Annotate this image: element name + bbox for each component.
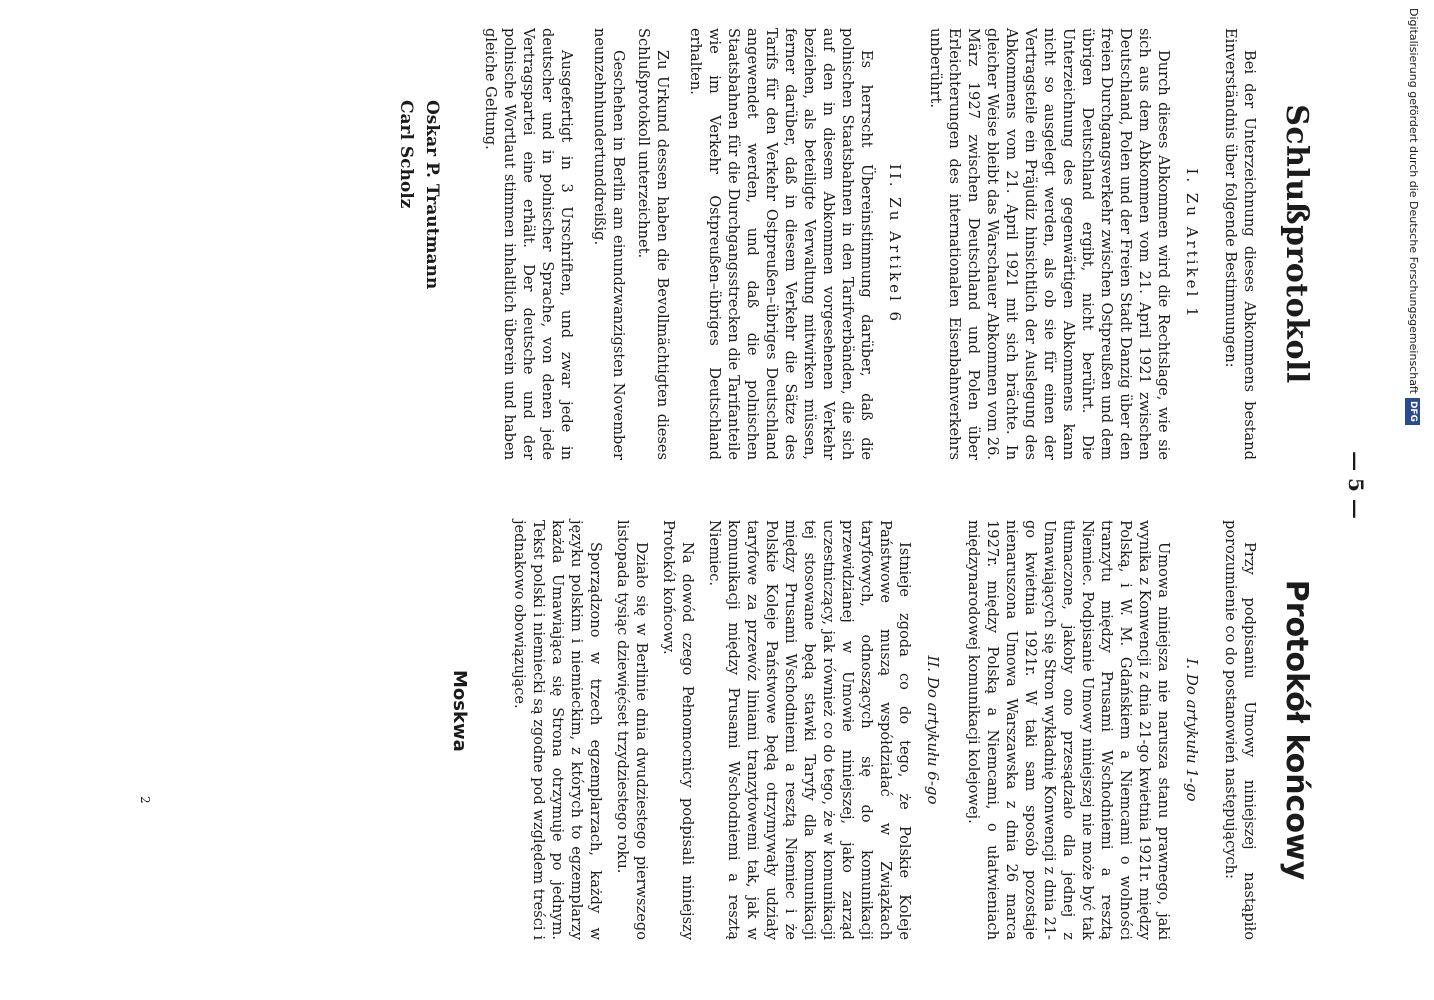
polish-intro: Przy podpisaniu Umowy niniejszej nastąpiło porozumienie co do postanowień następujących: [1222, 520, 1258, 940]
german-closing-3: Ausgefertigt in 3 Urschriften, und zwar jede in deutscher und in polnischer Sprache, von denen jede Vertragspartei eine erhält. Der deutsche und der polnische Wortlaut stimmen inhaltlich überein und haben gleiche Geltung. [482, 28, 575, 460]
german-art6-text: Es herrscht Übereinstimmung darüber, daß die polnischen Staatsbahnen in den Tarifverbänden, die sich auf den in diesem Abkommen vorgesehenen Verkehr beziehen, als beteiligte Verwaltung mitwirken müssen, ferner darüber, daß in diesem Verkehr die Sätze des Tarifs für den Verkehr Ostpreußen–übriges Deutschland angewendet werden, und daß die polnischen Staatsbahnen für die Durchgangsstrecken die Tarifanteile wie im Verkehr Ostpreußen–übriges Deutschland erhalten. [687, 28, 875, 460]
polish-art6-text: Istnieje zgoda co do tego, że Polskie Koleje Państwowe muszą współdziałać w Związkach taryfowych, odnoszących się do komunikacji przewidzianej w Umowie niniejszej, jako zarząd uczestniczący, jak również co do tego, że w komunikacji tej stosowane będą stawki Taryfy dla komunikacji między Prusami Wschodniemi a resztą Niemiec i że Polskie Koleje Państwowe będą otrzymywały udziały taryfowe za przewóz liniami tranzytowemi tak, jak w komunikacji między Prusami Wschodniemi a resztą Niemiec. [706, 520, 913, 940]
polish-art1-text: Umowa niniejsza nie narusza stanu prawnego, jaki wynika z Konwencji z dnia 21-go kwietnia 1921r. między Polską, i W. M. Gdańskiem a Niemcami o wolności tranzytu między Prusami Wschodniemi a resztą Niemiec. Podpisanie Umowy niniejszej nie może być tak tłumaczone, jakoby ono przesądzało dla jednej z Umawiających się Stron wykładnię Konwencji z dnia 21-go kwietnia 1921r. W taki sam sposób pozostaje nienaruszona Umowa Warszawska z dnia 26 marca 1927r. między Polską a Niemcami, o ułatwieniach międzynarodowej komunikacji kolejowej. [965, 520, 1172, 940]
polish-closing-1: Na dowód czego Pełnomocnicy podpisali niniejszy Protokół końcowy. [660, 520, 696, 940]
signature-place: Moskwa [449, 670, 470, 752]
polish-art6-heading: II. Do artykułu 6-go [924, 655, 942, 805]
polish-title: Protokół końcowy [1279, 579, 1314, 881]
german-column [393, 28, 1314, 460]
signatory-1: Oskar P. Trautmann [422, 100, 442, 290]
signatory-2: Carl Scholz [396, 100, 416, 209]
polish-closing-2: Działo się w Berlinie dnia dwudziestego pierwszego listopada tysiąc dziewięćset trzydziestego roku. [614, 520, 650, 940]
digitization-strip [1392, 0, 1434, 1000]
polish-art1-heading: I. Do artykułu 1-go [1183, 658, 1201, 802]
german-art1-text: Durch dieses Abkommen wird die Rechtslage, wie sie sich aus dem Abkommen vom 21. April 1921 zwischen Deutschland, Polen und der Freien Stadt Danzig über den freien Durchgangsverkehr zwischen Ostpreußen und dem übrigen Deutschland ergibt, nicht berührt. Die Unterzeichnung des gegenwärtigen Abkommens kann nicht so ausgelegt werden, als ob sie für einen der Vertragsteile ein Präjudiz hinsichtlich der Auslegung des Abkommens vom 21. April 1921 mit sich brächte. In gleicher Weise bleibt das Warschauer Abkommen vom 26. März 1927 zwischen Deutschland und Polen über Erleichterungen des internationalen Eisenbahnverkehrs unberührt. [927, 28, 1172, 460]
polish-column [449, 520, 1314, 940]
german-closing-2: Geschehen in Berlin am einundzwanzigsten November neunzehnhundertunddreißig. [591, 28, 627, 460]
german-intro: Bei der Unterzeichnung dieses Abkommens bestand Einverständnis über folgende Bestimmungen: [1222, 28, 1258, 460]
german-closing-1: Zu Urkund dessen haben die Bevollmächtigten dieses Schlußprotokoll unterzeichnet. [635, 28, 671, 460]
digitization-credit: Digitalisierung gefördert durch die Deutsche Forschungsgemeinschaft [1407, 8, 1420, 394]
german-title: Schlußprotokoll [1279, 104, 1314, 384]
german-art1-heading: I. Zu Artikel 1 [1183, 168, 1201, 320]
dfg-logo: DFG [1406, 398, 1421, 425]
german-signatures [393, 28, 445, 460]
page-marker: — 5 — [1344, 451, 1368, 519]
german-art6-heading: II. Zu Artikel 6 [886, 163, 904, 325]
polish-closing-3: Sporządzono w trzech egzemplarzach, każdy w języku polskim i niemieckim, z których to egzemplarzy każda Umawiająca się Strona otrzymuje po jednym. Tekst polski i niemiecki są zgodne pod względem treści i jednakowo obowiązujące. [511, 520, 604, 940]
page-number: 2 [138, 796, 152, 804]
